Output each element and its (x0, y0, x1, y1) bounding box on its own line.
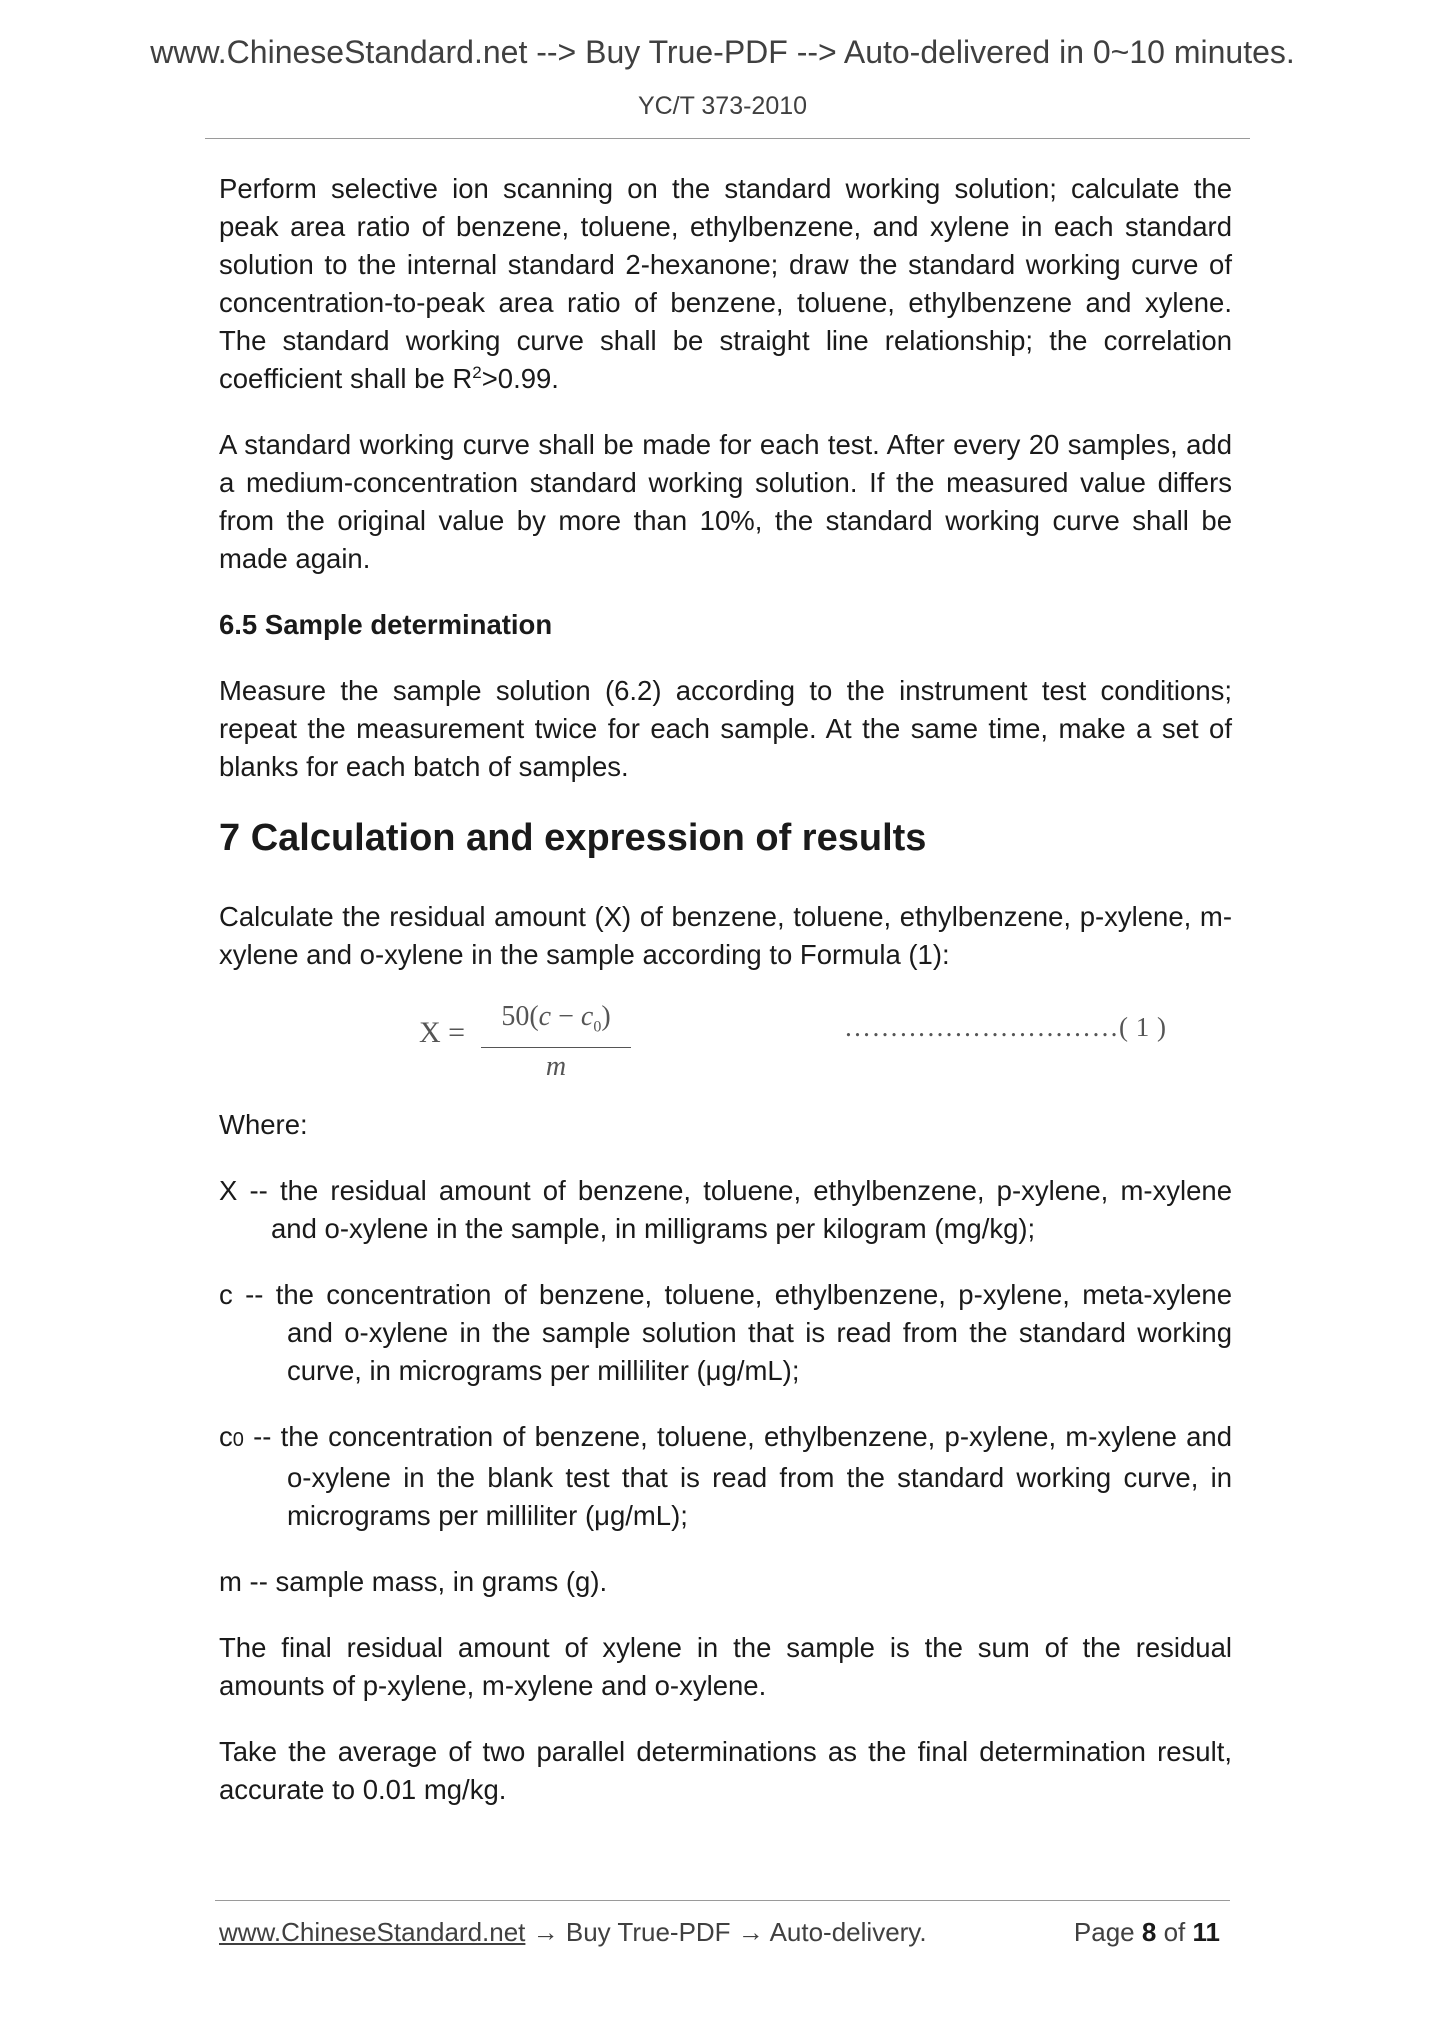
page-content (219, 170, 1232, 1837)
paragraph-xylene-sum: The final residual amount of xylene in the sample is the sum of the residual amounts of p-xylene, m-xylene and o-xylene. (219, 1632, 1232, 1701)
page-current: 8 (1141, 1917, 1157, 1947)
header-banner: www.ChineseStandard.net --> Buy True-PDF --> Auto-delivered in 0~10 minutes. (150, 34, 1295, 70)
definition-c0-subscript: 0 (232, 1429, 244, 1451)
paragraph-sample-measure: Measure the sample solution (6.2) according to the instrument test conditions; repeat the measurement twice for each sample. At the same time, make a set of blanks for each batch of samples. (219, 675, 1232, 782)
where-label: Where: (219, 1109, 308, 1140)
definition-m: m -- sample mass, in grams (g). (219, 1566, 608, 1597)
page-label: Page (1073, 1917, 1135, 1947)
formula-numerator (481, 998, 631, 1048)
formula-var-m: m (545, 1050, 567, 1082)
paragraph-curve-per-test: A standard working curve shall be made for each test. After every 20 samples, add a medium-concentration standard working solution. If the measured value differs from the original value by more than 10%, the standard working curve shall be made again. (219, 429, 1232, 574)
formula-subscript: 0 (593, 1018, 602, 1036)
formula-minus: − (551, 1001, 581, 1032)
superscript: 2 (472, 362, 482, 382)
paragraph-text: Perform selective ion scanning on the standard working solution; calculate the peak area ratio of benzene, toluene, ethylbenzene, and xylene in each standard solution to the internal standard 2-hexanone; draw the standard working curve of concentration-to-peak area ratio of benzene, toluene, ethylbenzene and xylene. The standard working curve shall be straight line relationship; the correlation coefficient shall be R (219, 173, 1232, 394)
definition-c0-text: -- the concentration of benzene, toluene, ethylbenzene, p-xylene, m-xylene and o-xylene in the blank test that is read from the standard working curve, in micrograms per milliliter (μg/mL); (243, 1421, 1232, 1531)
definition-c: c -- the concentration of benzene, toluene, ethylbenzene, p-xylene, meta-xylene and o-xylene in the sample solution that is read from the standard working curve, in micrograms per milliliter (μg/mL); (219, 1279, 1232, 1386)
page-indicator (1074, 1917, 1220, 1948)
paragraph-working-curve (219, 170, 1232, 398)
formula-equation-number: …………………………( 1 ) (844, 1012, 1167, 1042)
paragraph-formula-intro: Calculate the residual amount (X) of benzene, toluene, ethylbenzene, p-xylene, m-xylene and o-xylene in the sample according to Formula (1): (219, 901, 1232, 970)
definition-c0-symbol: c (219, 1421, 233, 1452)
subheading-6-5: 6.5 Sample determination (219, 609, 553, 640)
footer-site-link[interactable]: www.ChineseStandard.net (219, 1917, 526, 1947)
footer-divider (215, 1900, 1230, 1901)
formula-lhs: X = (419, 1016, 466, 1049)
formula-coefficient: 50( (501, 1001, 539, 1032)
footer-tagline: → Buy True-PDF → Auto-delivery. (525, 1917, 927, 1947)
formula-1 (219, 1002, 1232, 1082)
heading-section-7: 7 Calculation and expression of results (219, 817, 927, 859)
definition-x: X -- the residual amount of benzene, toluene, ethylbenzene, p-xylene, m-xylene and o-xylene in the sample, in milligrams per kilogram (mg/kg); (219, 1175, 1232, 1244)
standard-number: YC/T 373-2010 (637, 92, 808, 120)
paragraph-tail: >0.99. (481, 363, 559, 394)
header-divider (205, 138, 1250, 139)
definition-c0 (219, 1418, 1232, 1535)
page-total: 11 (1192, 1917, 1220, 1947)
footer (219, 1917, 1230, 1948)
formula-close-paren: ) (601, 1001, 611, 1032)
page-of: of (1163, 1917, 1186, 1947)
paragraph-average-result: Take the average of two parallel determinations as the final determination result, accurate to 0.01 mg/kg. (219, 1736, 1232, 1805)
formula-var-c0: c (580, 1001, 594, 1032)
formula-var-c: c (538, 1001, 552, 1032)
formula-fraction (481, 998, 631, 1086)
formula-denominator (481, 1048, 631, 1086)
